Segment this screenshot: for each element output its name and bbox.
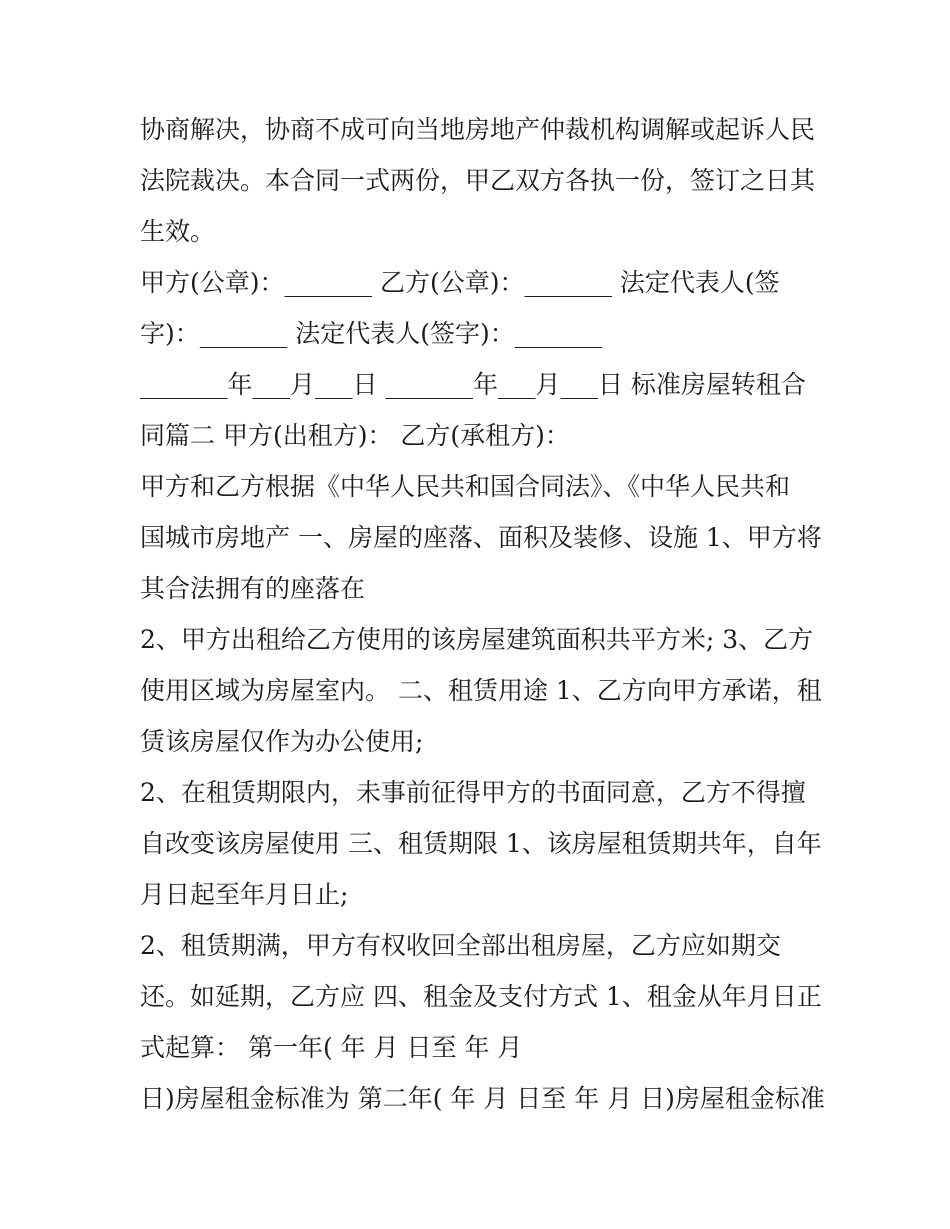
text-line: 2、在租赁期限内，未事前征得甲方的书面同意，乙方不得擅 <box>140 778 806 807</box>
text-line: 其合法拥有的座落在 <box>140 574 366 603</box>
text-line: 赁该房屋仅作为办公使用; <box>140 727 424 756</box>
text-line: 同篇二 甲方(出租方)： 乙方(承租方)： <box>140 421 570 450</box>
text-line: 国城市房地产 一、房屋的座落、面积及装修、设施 1、甲方将 <box>140 523 822 552</box>
text-line: 甲方(公章)：_______ 乙方(公章)：_______ 法定代表人(签 <box>140 268 780 297</box>
text-line: 生效。 <box>140 217 216 246</box>
text-line: 日)房屋租金标准为 第二年( 年 月 日至 年 月 日)房屋租金标准 <box>140 1084 825 1113</box>
text-line: 2、租赁期满，甲方有权收回全部出租房屋，乙方应如期交 <box>140 931 781 960</box>
text-line: 还。如延期，乙方应 四、租金及支付方式 1、租金从年月日正 <box>140 982 822 1011</box>
text-line: 使用区域为房屋室内。 二、租赁用途 1、乙方向甲方承诺，租 <box>140 676 822 705</box>
text-line: 甲方和乙方根据《中华人民共和国合同法》、《中华人民共和 <box>140 472 791 501</box>
text-line: 自改变该房屋使用 三、租赁期限 1、该房屋租赁期共年，自年 <box>140 829 822 858</box>
text-line: 协商解决，协商不成可向当地房地产仲裁机构调解或起诉人民 <box>140 115 816 144</box>
text-line: _______年___月___日 _______年___月___日 标准房屋转租合 <box>140 370 806 399</box>
text-line: 法院裁决。本合同一式两份，甲乙双方各执一份，签订之日其 <box>140 166 816 195</box>
text-line: 2、甲方出租给乙方使用的该房屋建筑面积共平方米; 3、乙方 <box>140 625 814 654</box>
text-line: 月日起至年月日止; <box>140 880 349 909</box>
body-text <box>140 104 830 1124</box>
text-line: 式起算： 第一年( 年 月 日至 年 月 <box>140 1033 523 1062</box>
text-line: 字)：_______ 法定代表人(签字)：_______ <box>140 319 603 348</box>
